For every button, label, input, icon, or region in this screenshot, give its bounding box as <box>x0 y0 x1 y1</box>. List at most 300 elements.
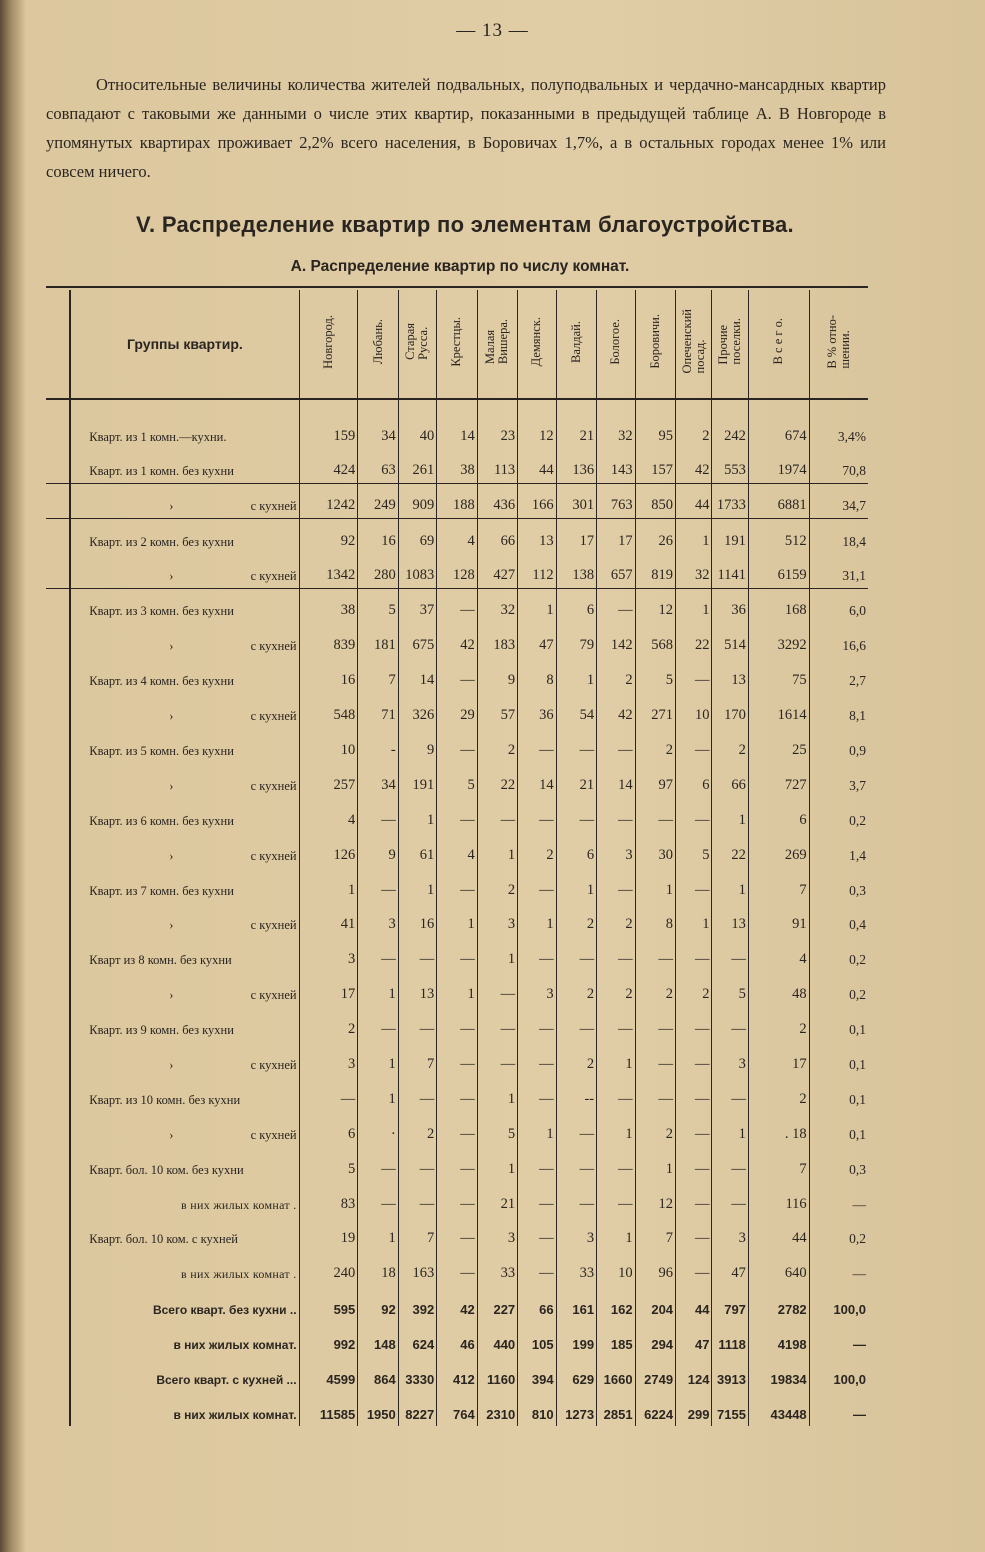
table-cell: 112 <box>518 554 556 589</box>
table-cell: 1 <box>358 1042 398 1077</box>
table-cell: — <box>437 1112 477 1147</box>
table-cell: 299 <box>676 1391 712 1426</box>
table-cell: 1 <box>712 868 748 903</box>
table-cell: 1 <box>635 868 675 903</box>
table-cell: 25 <box>748 728 809 763</box>
table-cell: 14 <box>597 763 635 798</box>
table-cell: 10 <box>597 1251 635 1286</box>
left-margin-cell <box>46 449 70 484</box>
table-cell: 249 <box>358 484 398 519</box>
table-cell: 1 <box>477 1077 517 1112</box>
left-margin-cell <box>46 1147 70 1182</box>
table-cell: 17 <box>299 972 358 1007</box>
table-cell: 34 <box>358 763 398 798</box>
table-cell: — <box>597 1007 635 1042</box>
table-cell: 41 <box>299 903 358 938</box>
table-cell: 3 <box>712 1217 748 1252</box>
column-header-label: Крестцы. <box>449 316 464 367</box>
table-cell: 3 <box>712 1042 748 1077</box>
table-cell: 22 <box>712 833 748 868</box>
row-label <box>70 623 299 658</box>
section-title: V. Распределение квартир по элементам благоустройства. <box>136 212 794 237</box>
table-cell: 92 <box>358 1286 398 1321</box>
table-cell: 257 <box>299 763 358 798</box>
row-label <box>70 833 299 868</box>
table-cell: 13 <box>398 972 436 1007</box>
table-cell: 7 <box>748 1147 809 1182</box>
table-cell: 183 <box>477 623 517 658</box>
table-cell: — <box>437 937 477 972</box>
table-cell: 1342 <box>299 554 358 589</box>
row-label <box>70 449 299 484</box>
table-cell: 18 <box>358 1251 398 1286</box>
table-cell: 839 <box>299 623 358 658</box>
table-cell: 548 <box>299 693 358 728</box>
table-cell: 1614 <box>748 693 809 728</box>
table-cell: 16 <box>299 658 358 693</box>
table-cell: 14 <box>398 658 436 693</box>
table-cell: 1 <box>556 868 596 903</box>
table-cell: 63 <box>358 449 398 484</box>
table-cell: 8 <box>518 658 556 693</box>
table-row <box>46 833 868 868</box>
table-row <box>46 623 868 658</box>
table-cell: 2 <box>676 399 712 449</box>
left-margin-cell <box>46 1391 70 1426</box>
left-margin-cell <box>46 798 70 833</box>
table-cell: 188 <box>437 484 477 519</box>
table-cell: 70,8 <box>809 449 868 484</box>
left-margin-cell <box>46 399 70 449</box>
table-cell: 13 <box>712 658 748 693</box>
table-cell: 61 <box>398 833 436 868</box>
table-cell: 168 <box>748 589 809 624</box>
table-cell: — <box>437 1147 477 1182</box>
column-header <box>518 290 556 399</box>
left-margin-cell <box>46 972 70 1007</box>
left-margin-cell <box>46 1182 70 1217</box>
table-cell: 6 <box>676 763 712 798</box>
row-label-text: Кварт. бол. 10 ком. с кухней <box>89 1232 238 1247</box>
table-cell: 1 <box>635 1147 675 1182</box>
table-cell: 12 <box>635 1182 675 1217</box>
table-cell: 6224 <box>635 1391 675 1426</box>
table-row <box>46 554 868 589</box>
table-cell: 100,0 <box>809 1356 868 1391</box>
table-cell: 2 <box>398 1112 436 1147</box>
table-cell: 2782 <box>748 1286 809 1321</box>
table-cell: 2 <box>635 972 675 1007</box>
left-margin-cell <box>46 658 70 693</box>
table-cell: 21 <box>477 1182 517 1217</box>
column-header-label: Боровичи. <box>647 314 662 369</box>
left-margin-cell <box>46 1042 70 1077</box>
left-margin-cell <box>46 763 70 798</box>
table-cell: 0,2 <box>809 972 868 1007</box>
table-cell: 4 <box>299 798 358 833</box>
table-row <box>46 1112 868 1147</box>
table-row <box>46 1042 868 1077</box>
table-cell: — <box>556 728 596 763</box>
left-margin-cell <box>46 868 70 903</box>
table-cell: 16 <box>398 903 436 938</box>
table-cell: — <box>712 937 748 972</box>
table-cell: 3,4% <box>809 399 868 449</box>
table-cell: 797 <box>712 1286 748 1321</box>
row-label <box>70 903 299 938</box>
table-cell: 18,4 <box>809 519 868 554</box>
table-row <box>46 1217 868 1252</box>
ditto-mark-icon: › <box>169 499 174 514</box>
table-cell: 3 <box>358 903 398 938</box>
group-header: Группы квартир. <box>70 290 299 399</box>
table-cell: 674 <box>748 399 809 449</box>
row-label-text: в них жилых комнат. <box>173 1407 297 1422</box>
table-container <box>46 290 868 1426</box>
table-cell: — <box>809 1182 868 1217</box>
table-cell: 142 <box>597 623 635 658</box>
table-cell: 4 <box>437 519 477 554</box>
table-cell: 38 <box>437 449 477 484</box>
row-label-text: Кварт. бол. 10 ком. без кухни <box>89 1162 244 1177</box>
table-cell: — <box>635 1077 675 1112</box>
table-cell: 3 <box>477 903 517 938</box>
table-cell: 0,1 <box>809 1007 868 1042</box>
row-label <box>70 1286 299 1321</box>
row-label <box>70 1391 299 1426</box>
table-cell: — <box>437 1007 477 1042</box>
row-label-text: с кухней <box>250 1058 297 1073</box>
table-cell: 157 <box>635 449 675 484</box>
column-header-label: Опеченский посад. <box>679 309 707 374</box>
table-cell: 47 <box>712 1251 748 1286</box>
table-cell: 2 <box>477 868 517 903</box>
table-cell: 0,2 <box>809 798 868 833</box>
row-label-text: в них жилых комнат . <box>181 1267 297 1282</box>
table-cell: 1 <box>518 589 556 624</box>
table-cell: — <box>518 728 556 763</box>
table-cell: 17 <box>748 1042 809 1077</box>
table-cell: 2749 <box>635 1356 675 1391</box>
table-cell: 23 <box>477 399 517 449</box>
table-cell: 261 <box>398 449 436 484</box>
apartments-table <box>46 290 868 1426</box>
table-cell: 42 <box>437 623 477 658</box>
table-cell: — <box>556 1112 596 1147</box>
table-cell: — <box>299 1077 358 1112</box>
table-cell: 5 <box>358 589 398 624</box>
table-cell: 240 <box>299 1251 358 1286</box>
table-cell: 32 <box>597 399 635 449</box>
row-label-text: Кварт. из 1 комн. без кухни <box>89 464 234 479</box>
table-cell: 83 <box>299 1182 358 1217</box>
table-cell: 394 <box>518 1356 556 1391</box>
table-row <box>46 972 868 1007</box>
table-cell: — <box>556 1182 596 1217</box>
row-label <box>70 554 299 589</box>
row-label-text: Кварт. из 7 комн. без кухни <box>89 883 234 898</box>
table-cell: — <box>676 728 712 763</box>
table-cell: 2310 <box>477 1391 517 1426</box>
table-cell: 0,2 <box>809 937 868 972</box>
table-cell: 2 <box>556 903 596 938</box>
table-cell: 3,7 <box>809 763 868 798</box>
table-cell: 13 <box>518 519 556 554</box>
row-label <box>70 1182 299 1217</box>
table-cell: — <box>676 1112 712 1147</box>
table-cell: 514 <box>712 623 748 658</box>
ditto-mark-icon: › <box>169 1058 174 1073</box>
column-header <box>398 290 436 399</box>
page-number: — 13 — <box>456 20 529 41</box>
table-cell: 1 <box>676 903 712 938</box>
table-cell: — <box>477 798 517 833</box>
row-label <box>70 1217 299 1252</box>
row-label-text: Всего кварт. с кухней ... <box>156 1373 297 1388</box>
table-cell: — <box>556 937 596 972</box>
table-cell: — <box>676 658 712 693</box>
table-cell: 1 <box>299 868 358 903</box>
table-cell: 1160 <box>477 1356 517 1391</box>
table-cell: 1 <box>556 658 596 693</box>
table-cell: — <box>809 1321 868 1356</box>
table-cell: — <box>597 1077 635 1112</box>
table-row <box>46 693 868 728</box>
table-cell: 34,7 <box>809 484 868 519</box>
table-cell: — <box>398 1147 436 1182</box>
row-label <box>70 1077 299 1112</box>
row-label-text: с кухней <box>250 709 297 724</box>
row-label-text: с кухней <box>250 918 297 933</box>
table-row <box>46 868 868 903</box>
table-cell: — <box>398 1182 436 1217</box>
table-cell: 2 <box>635 728 675 763</box>
table-cell: 9 <box>477 658 517 693</box>
table-cell: 100,0 <box>809 1286 868 1321</box>
table-row <box>46 658 868 693</box>
table-cell: 37 <box>398 589 436 624</box>
row-label <box>70 1321 299 1356</box>
table-cell: 727 <box>748 763 809 798</box>
table-cell: — <box>676 868 712 903</box>
table-cell: 242 <box>712 399 748 449</box>
table-cell: 34 <box>358 399 398 449</box>
ditto-mark-icon: › <box>169 918 174 933</box>
table-cell: 1 <box>676 519 712 554</box>
table-cell: — <box>437 728 477 763</box>
table-cell: — <box>518 1217 556 1252</box>
table-cell: 2 <box>597 658 635 693</box>
table-cell: 2 <box>676 972 712 1007</box>
table-cell: 10 <box>676 693 712 728</box>
table-cell: 143 <box>597 449 635 484</box>
table-cell: 163 <box>398 1251 436 1286</box>
table-cell: 6 <box>556 589 596 624</box>
table-cell: 864 <box>358 1356 398 1391</box>
table-cell: 2 <box>477 728 517 763</box>
table-cell: 440 <box>477 1321 517 1356</box>
row-label <box>70 589 299 624</box>
row-label-text: с кухней <box>250 499 297 514</box>
table-cell: 181 <box>358 623 398 658</box>
table-cell: 116 <box>748 1182 809 1217</box>
table-cell: — <box>518 1007 556 1042</box>
table-cell: 1 <box>712 1112 748 1147</box>
row-label-text: в них жилых комнат . <box>181 1197 297 1212</box>
left-margin-cell <box>46 937 70 972</box>
left-margin-cell <box>46 519 70 554</box>
table-cell: 1083 <box>398 554 436 589</box>
table-cell: 1 <box>712 798 748 833</box>
table-cell: 0,1 <box>809 1077 868 1112</box>
table-cell: 21 <box>556 399 596 449</box>
table-cell: 424 <box>299 449 358 484</box>
table-cell: 1 <box>597 1112 635 1147</box>
table-row <box>46 1286 868 1321</box>
left-margin-cell <box>46 1286 70 1321</box>
column-header <box>556 290 596 399</box>
table-row <box>46 1077 868 1112</box>
table-cell: 138 <box>556 554 596 589</box>
table-cell: 1 <box>597 1042 635 1077</box>
table-cell: 1141 <box>712 554 748 589</box>
table-cell: 1 <box>398 798 436 833</box>
row-label <box>70 658 299 693</box>
table-cell: — <box>635 1007 675 1042</box>
table-row <box>46 1391 868 1426</box>
table-cell: — <box>712 1007 748 1042</box>
table-cell: 44 <box>676 484 712 519</box>
row-label <box>70 484 299 519</box>
table-header-row <box>46 290 868 399</box>
table-cell: 26 <box>635 519 675 554</box>
table-cell: 271 <box>635 693 675 728</box>
table-cell: 280 <box>358 554 398 589</box>
table-cell: 2 <box>635 1112 675 1147</box>
table-cell: — <box>518 798 556 833</box>
table-cell: 909 <box>398 484 436 519</box>
table-cell: — <box>437 798 477 833</box>
table-cell: — <box>518 1042 556 1077</box>
table-cell: 1 <box>597 1217 635 1252</box>
table-cell: 113 <box>477 449 517 484</box>
table-cell: 2 <box>518 833 556 868</box>
table-cell: — <box>556 1007 596 1042</box>
table-cell: 1 <box>477 937 517 972</box>
table-cell: — <box>437 1042 477 1077</box>
table-cell: 191 <box>398 763 436 798</box>
row-label <box>70 972 299 1007</box>
column-header-label: В с е г о. <box>771 318 786 365</box>
table-cell: 7 <box>398 1042 436 1077</box>
row-label-text: Кварт. из 5 комн. без кухни <box>89 744 234 759</box>
table-cell: 5 <box>437 763 477 798</box>
row-label <box>70 1007 299 1042</box>
table-cell: — <box>358 798 398 833</box>
row-label <box>70 1042 299 1077</box>
table-cell: 16 <box>358 519 398 554</box>
table-cell: — <box>635 1042 675 1077</box>
table-cell: 199 <box>556 1321 596 1356</box>
table-row <box>46 399 868 449</box>
row-label-text: Кварт. из 2 комн. без кухни <box>89 534 234 549</box>
row-label <box>70 1356 299 1391</box>
table-cell: — <box>556 1147 596 1182</box>
left-margin-cell <box>46 1217 70 1252</box>
table-cell: 14 <box>437 399 477 449</box>
table-cell: 191 <box>712 519 748 554</box>
column-header <box>712 290 748 399</box>
table-row <box>46 449 868 484</box>
row-label-text: Кварт. из 1 комн.—кухни. <box>89 430 227 444</box>
table-cell: 136 <box>556 449 596 484</box>
table-row <box>46 1147 868 1182</box>
row-label-text: с кухней <box>250 1127 297 1142</box>
table-cell: 36 <box>518 693 556 728</box>
ditto-mark-icon: › <box>169 988 174 1003</box>
table-cell: 1 <box>518 903 556 938</box>
table-cell: 2,7 <box>809 658 868 693</box>
table-cell: 30 <box>635 833 675 868</box>
table-cell: — <box>597 1147 635 1182</box>
left-margin-cell <box>46 903 70 938</box>
table-cell: 79 <box>556 623 596 658</box>
row-label-text: Кварт. из 10 комн. без кухни <box>89 1092 241 1107</box>
table-cell: 21 <box>556 763 596 798</box>
table-cell: 8227 <box>398 1391 436 1426</box>
left-margin-cell <box>46 554 70 589</box>
table-cell: 1118 <box>712 1321 748 1356</box>
table-cell: 19 <box>299 1217 358 1252</box>
table-cell: 97 <box>635 763 675 798</box>
left-margin-cell <box>46 484 70 519</box>
table-cell: 1,4 <box>809 833 868 868</box>
left-margin-cell <box>46 1112 70 1147</box>
ditto-mark-icon: › <box>169 709 174 724</box>
table-cell: 9 <box>398 728 436 763</box>
table-cell: 92 <box>299 519 358 554</box>
column-header <box>437 290 477 399</box>
table-cell: - <box>358 728 398 763</box>
table-cell: 42 <box>597 693 635 728</box>
table-cell: 9 <box>358 833 398 868</box>
table-cell: 124 <box>676 1356 712 1391</box>
row-label-text: Кварт. из 9 комн. без кухни <box>89 1023 234 1038</box>
table-cell: 54 <box>556 693 596 728</box>
table-cell: 42 <box>437 1286 477 1321</box>
table-cell: 17 <box>556 519 596 554</box>
table-cell: — <box>712 1182 748 1217</box>
table-cell: 6159 <box>748 554 809 589</box>
table-cell: 40 <box>398 399 436 449</box>
table-cell: 326 <box>398 693 436 728</box>
table-cell: 553 <box>712 449 748 484</box>
table-cell: — <box>437 1182 477 1217</box>
table-cell: 1273 <box>556 1391 596 1426</box>
table-cell: 44 <box>676 1286 712 1321</box>
table-cell: 568 <box>635 623 675 658</box>
table-cell: 19834 <box>748 1356 809 1391</box>
table-cell: — <box>676 1251 712 1286</box>
table-cell: — <box>518 1147 556 1182</box>
left-margin-cell <box>46 1251 70 1286</box>
table-cell: 32 <box>676 554 712 589</box>
table-cell: 4599 <box>299 1356 358 1391</box>
table-cell: — <box>556 798 596 833</box>
table-cell: 22 <box>477 763 517 798</box>
table-row <box>46 728 868 763</box>
table-cell: 57 <box>477 693 517 728</box>
